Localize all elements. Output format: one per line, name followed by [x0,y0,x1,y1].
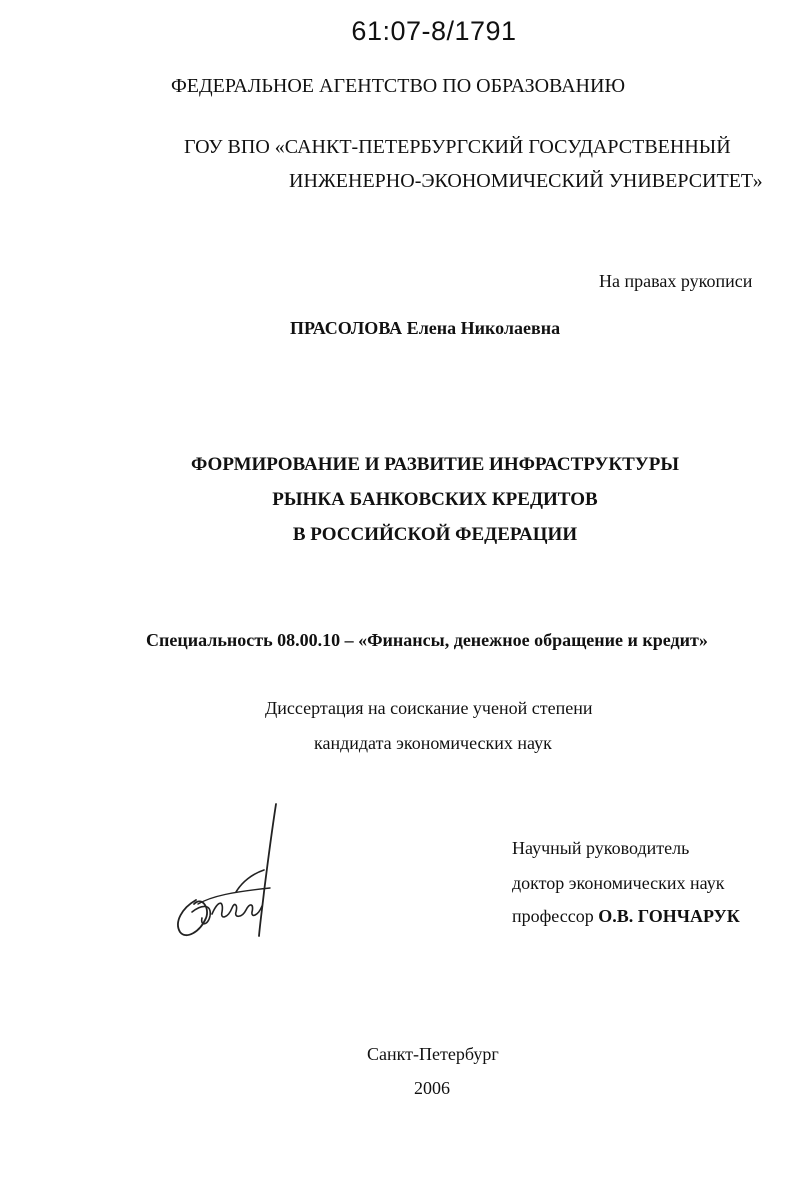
year: 2006 [414,1078,450,1098]
city: Санкт-Петербург [367,1044,499,1064]
specialty: Специальность 08.00.10 – «Финансы, денежное обращение и кредит» [146,630,708,650]
archive-code: 61:07-8/1791 [351,16,517,46]
thesis-title-line-2: РЫНКА БАНКОВСКИХ КРЕДИТОВ [272,489,598,510]
supervisor-title-line [512,906,740,927]
supervisor-title: профессор [512,906,594,926]
thesis-title-line-3: В РОССИЙСКОЙ ФЕДЕРАЦИИ [292,524,578,545]
university-line-2: ИНЖЕНЕРНО-ЭКОНОМИЧЕСКИЙ УНИВЕРСИТЕТ» [289,170,763,192]
handwritten-signature [172,800,292,940]
thesis-title-line-1: ФОРМИРОВАНИЕ И РАЗВИТИЕ ИНФРАСТРУКТУРЫ [191,454,679,475]
manuscript-rights: На правах рукописи [599,271,753,291]
supervisor-name: О.В. ГОНЧАРУК [598,906,740,926]
author-name: ПРАСОЛОВА Елена Николаевна [290,318,561,338]
supervisor-degree: доктор экономических наук [512,873,725,893]
dissertation-line-1: Диссертация на соискание ученой степени [265,698,593,718]
supervisor-role: Научный руководитель [512,838,690,858]
university-line-1: ГОУ ВПО «САНКТ-ПЕТЕРБУРГСКИЙ ГОСУДАРСТВЕННЫЙ [184,136,731,158]
agency-name: ФЕДЕРАЛЬНОЕ АГЕНТСТВО ПО ОБРАЗОВАНИЮ [170,75,625,97]
dissertation-line-2: кандидата экономических наук [314,733,552,753]
